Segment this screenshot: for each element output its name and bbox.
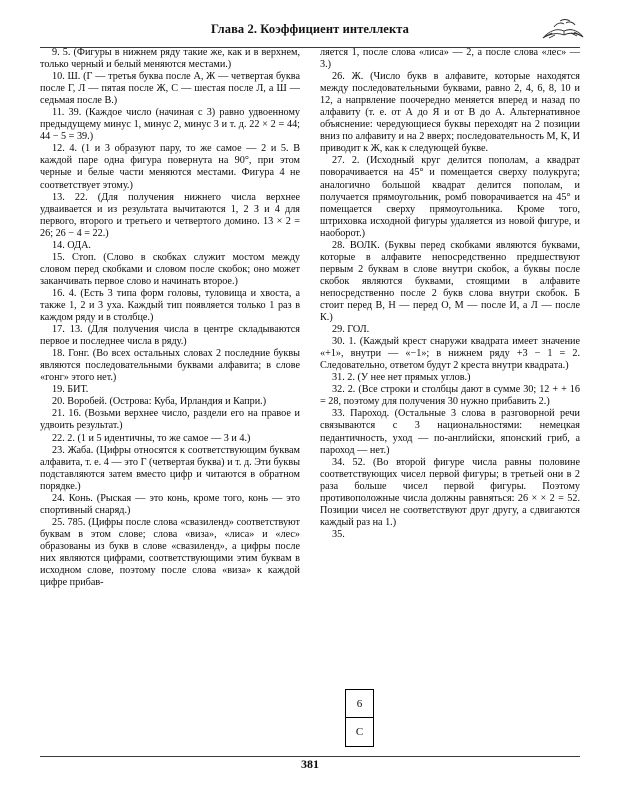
answer-grid-cell: С	[345, 718, 374, 747]
left-column	[40, 47, 300, 747]
answer-item: 29. ГОЛ.	[332, 324, 370, 336]
answer-item: 34. 52. (Во второй фигуре числа равны половине соответствующих чисел первой фигуры; в третьей они в 2 раза больше чисел первой фигуры. Поэтому противоположные числа должны равняться: 26 × × 2 = 52. Позиции чисел не соответствуют друг другу, а сдвигаются каждый раз на 1.)	[320, 456, 580, 528]
right-column	[320, 47, 580, 747]
answer-item: 33. Пароход. (Остальные 3 слова в разговорной речи связываются с 3 национальностями: немецкая педантичность, уход — по-английски, японский гриб, а пароход — нет.)	[320, 408, 580, 456]
answer-item: 10. Ш. (Г — третья буква после А, Ж — четвертая буква после Г, Л — пятая после Ж, С — шестая после Л, а Ш — седьмая после В.)	[40, 71, 300, 107]
answer-item: 15. Стоп. (Слово в скобках служит мостом между словом перед скобками и словом после скобок; оно может заканчивать первое слово и начинать второе.)	[40, 251, 300, 287]
answer-item: 23. Жаба. (Цифры относятся к соответствующим буквам алфавита, т. е. 4 — это Г (четвертая буква) и т. д. Эти буквы подставляются затем вместо цифр и читаются в обратном порядке.)	[40, 444, 300, 492]
page-title: Глава 2. Коэффициент интеллекта	[210, 22, 410, 36]
answer-item: 30. 1. (Каждый крест снаружи квадрата имеет значение «+1», внутри — «−1»; в нижнем ряду +3 − 1 = 2. Следовательно, ответом будут 2 креста внутри квадрата.)	[320, 336, 580, 372]
answer-grid	[345, 689, 374, 747]
answer-item: 35.	[332, 528, 345, 540]
page-number: 381	[301, 757, 319, 771]
answer-item: 28. ВОЛК. (Буквы перед скобками являются буквами, которые в алфавите непосредственно предшествуют первым 2 буквам в слове внутри скобок, а буквы после скобок являются буквами, стоящими в алфавите непосредственно после 2 букв слова внутри скобок. Б стоит перед В, Н — перед О, М — после И, а Л — после К.)	[320, 239, 580, 324]
answer-item: 31. 2. (У нее нет прямых углов.)	[332, 372, 471, 384]
answer-item: 20. Воробей. (Острова: Куба, Ирландия и Капри.)	[52, 396, 267, 408]
answer-item: 9. 5. (Фигуры в нижнем ряду такие же, как и в верхнем, только черный и белый меняются местами.)	[40, 47, 300, 71]
answer-item: 25. 785. (Цифры после слова «свазиленд» соответствуют буквам в этом слове; слова «виза», «лиса» и «лес» образованы из букв в слове «свазиленд», а цифры после них являются цифрами, соответствующими этим буквам в исходном слове, поэтому после слова «виза» к каждой цифре прибав-	[40, 516, 300, 589]
answer-item: 26. Ж. (Число букв в алфавите, которые находятся между последовательными буквами, равно 2, 4, 6, 8, 10 и 12, а напрвление поочередно меняется вперед и назад по алфавиту (т. е. от А до Я и от В до А. Альтернативное объяснение: чередующиеся буквы переходят на 2 позиции вниз по алфавиту и на 2 вверх; последовательность М, К, И приводит к Ж, как к следующей букве.	[320, 71, 580, 155]
open-book-icon	[540, 18, 586, 46]
answer-item-continued: ляется 1, после слова «лиса» — 2, а после слова «лес» — 3.)	[320, 47, 580, 71]
answer-item: 24. Конь. (Рыская — это конь, кроме того, конь — это спортивный снаряд.)	[40, 492, 300, 516]
body-columns	[40, 47, 580, 747]
answer-item: 12. 4. (1 и 3 образуют пару, то же самое — 2 и 5. В каждой паре одна фигура повернута на 90°, при этом черные и белые части меняются местами. Фигура 4 не соответствует этому.)	[40, 143, 300, 191]
answer-item: 13. 22. (Для получения нижнего числа верхнее удваивается и из результата вычитаются 1, 2 З и 4 для первого, второго и третьего и четвертого домино. 13 × 2 = 26; 26 − 4 = 22.)	[40, 191, 300, 239]
answer-item: 32. 2. (Все строки и столбцы дают в сумме 30; 12 + + 16 = 28, поэтому для получения 30 нужно прибавить 2.)	[320, 384, 580, 408]
answer-item: 27. 2. (Исходный круг делится пополам, а квадрат поворачивается на 45° и помещается сверху полукруга; аналогично большой квадрат делится пополам, и получается прямоугольник, ромб поворачивается на 45° и помещается сверху прямоугольника. Кроме того, штриховка исходной фигуры удаляется из новой фигуре, и наоборот.)	[320, 155, 580, 239]
answer-item: 16. 4. (Есть 3 типа форм головы, туловища и хвоста, а также 1, 2 и 3 уха. Каждый тип появляется только 1 раз в каждом ряду и в столбце.)	[40, 287, 300, 324]
page-footer	[0, 755, 620, 773]
answer-item: 18. Гонг. (Во всех остальных словах 2 последние буквы являются последовательными буквами алфавита; в слове «гонг» этого нет.)	[40, 348, 300, 384]
answer-item: 21. 16. (Возьми верхнее число, раздели его на правое и удвоить результат.)	[40, 408, 300, 432]
answer-item: 14. ОДА.	[52, 239, 91, 251]
answer-item: 22. 2. (1 и 5 идентичны, то же самое — 3 и 4.)	[52, 432, 251, 444]
answer-item: 17. 13. (Для получения числа в центре складываются первое и последнее числа в ряду.)	[40, 324, 300, 348]
answer-grid-cell: 6	[345, 689, 374, 718]
answer-item: 11. 39. (Каждое число (начиная с 3) равно удвоенному предыдущему минус 1, минус 2, минус 3 и т. д. 22 × 2 = 44; 44 − 5 = 39.)	[40, 107, 300, 143]
answer-item: 19. БИТ.	[52, 384, 89, 396]
